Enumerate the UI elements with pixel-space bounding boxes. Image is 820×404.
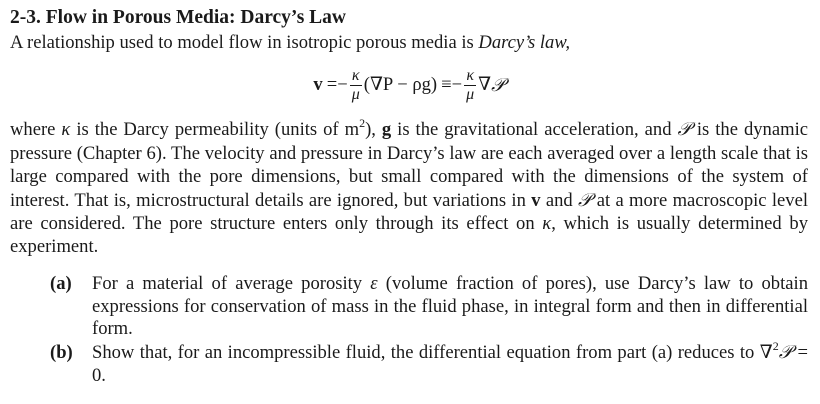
fraction-denominator: μ (466, 85, 475, 103)
darcy-equation (10, 56, 808, 114)
part-label: (b) (50, 342, 73, 364)
intro-paragraph (10, 31, 808, 54)
kappa-symbol: κ (542, 213, 552, 235)
kappa-symbol: κ (61, 119, 71, 141)
problem-parts-list (10, 273, 808, 388)
body-text: and (540, 189, 578, 211)
section-number: 2-3. (10, 7, 41, 28)
problem-part-b (10, 339, 808, 388)
body-text: at a more macroscopic level are considered. The pore structure enters only through its effect on (10, 189, 808, 235)
dynamic-pressure-symbol: 𝒫 (677, 119, 691, 141)
section-title: Flow in Porous Media: Darcy’s Law (45, 7, 347, 28)
section-heading (10, 6, 808, 30)
fraction-numerator: κ (351, 66, 360, 84)
minus-sign: − (451, 74, 463, 96)
part-text: (volume fraction of pores), use Darcy’s law to obtain expressions for conservation of mass in the fluid phase, in integral form and then in differential form. (92, 272, 808, 340)
darcys-law-term: Darcy’s law, (478, 32, 570, 53)
part-label: (a) (50, 272, 72, 294)
equals-sign: = (326, 74, 338, 96)
body-text: ), (365, 119, 382, 141)
body-text: , which is usually determined by experiment. (10, 213, 808, 258)
problem-part-a (10, 273, 808, 341)
velocity-symbol: v (531, 189, 541, 211)
body-text: is the gravitational acceleration, and (391, 119, 678, 141)
superscript: 2 (359, 116, 366, 131)
porosity-symbol: ε (370, 272, 378, 294)
velocity-symbol: v (313, 74, 323, 96)
kappa-over-mu-fraction (464, 67, 476, 104)
body-text: is the Darcy permeability (units of m (70, 119, 360, 141)
gravity-symbol: g (381, 119, 392, 141)
equivalence-sign: ≡ (441, 74, 452, 96)
dynamic-pressure-symbol: 𝒫 (778, 342, 793, 364)
superscript: 2 (772, 339, 779, 354)
fraction-numerator: κ (466, 66, 474, 84)
pressure-gradient-term: (∇P − ρg) (363, 74, 438, 96)
definition-paragraph (10, 118, 808, 258)
fraction-denominator: μ (351, 85, 360, 103)
part-text: For a material of average porosity (92, 272, 371, 294)
nabla-symbol: ∇ (478, 74, 492, 96)
nabla-symbol: ∇ (759, 342, 773, 364)
part-text: Show that, for an incompressible fluid, the differential equation from part (a) reduces to (92, 342, 760, 364)
part-text: = 0. (92, 342, 808, 387)
dynamic-pressure-symbol: 𝒫 (578, 189, 592, 211)
body-text: where (10, 119, 62, 141)
dynamic-pressure-symbol: 𝒫 (491, 74, 505, 96)
body-text: is the dynamic pressure (Chapter 6). The velocity and pressure in Darcy’s law are each averaged over a length scale that is large compared with the pore dimensions, but small compared with the dimensions of the system of interest. That is, microstructural details are ignored, but variations in (10, 119, 808, 211)
minus-sign: − (337, 74, 348, 96)
intro-text: A relationship used to model flow in isotropic porous media is (10, 32, 479, 53)
kappa-over-mu-fraction (350, 67, 362, 104)
